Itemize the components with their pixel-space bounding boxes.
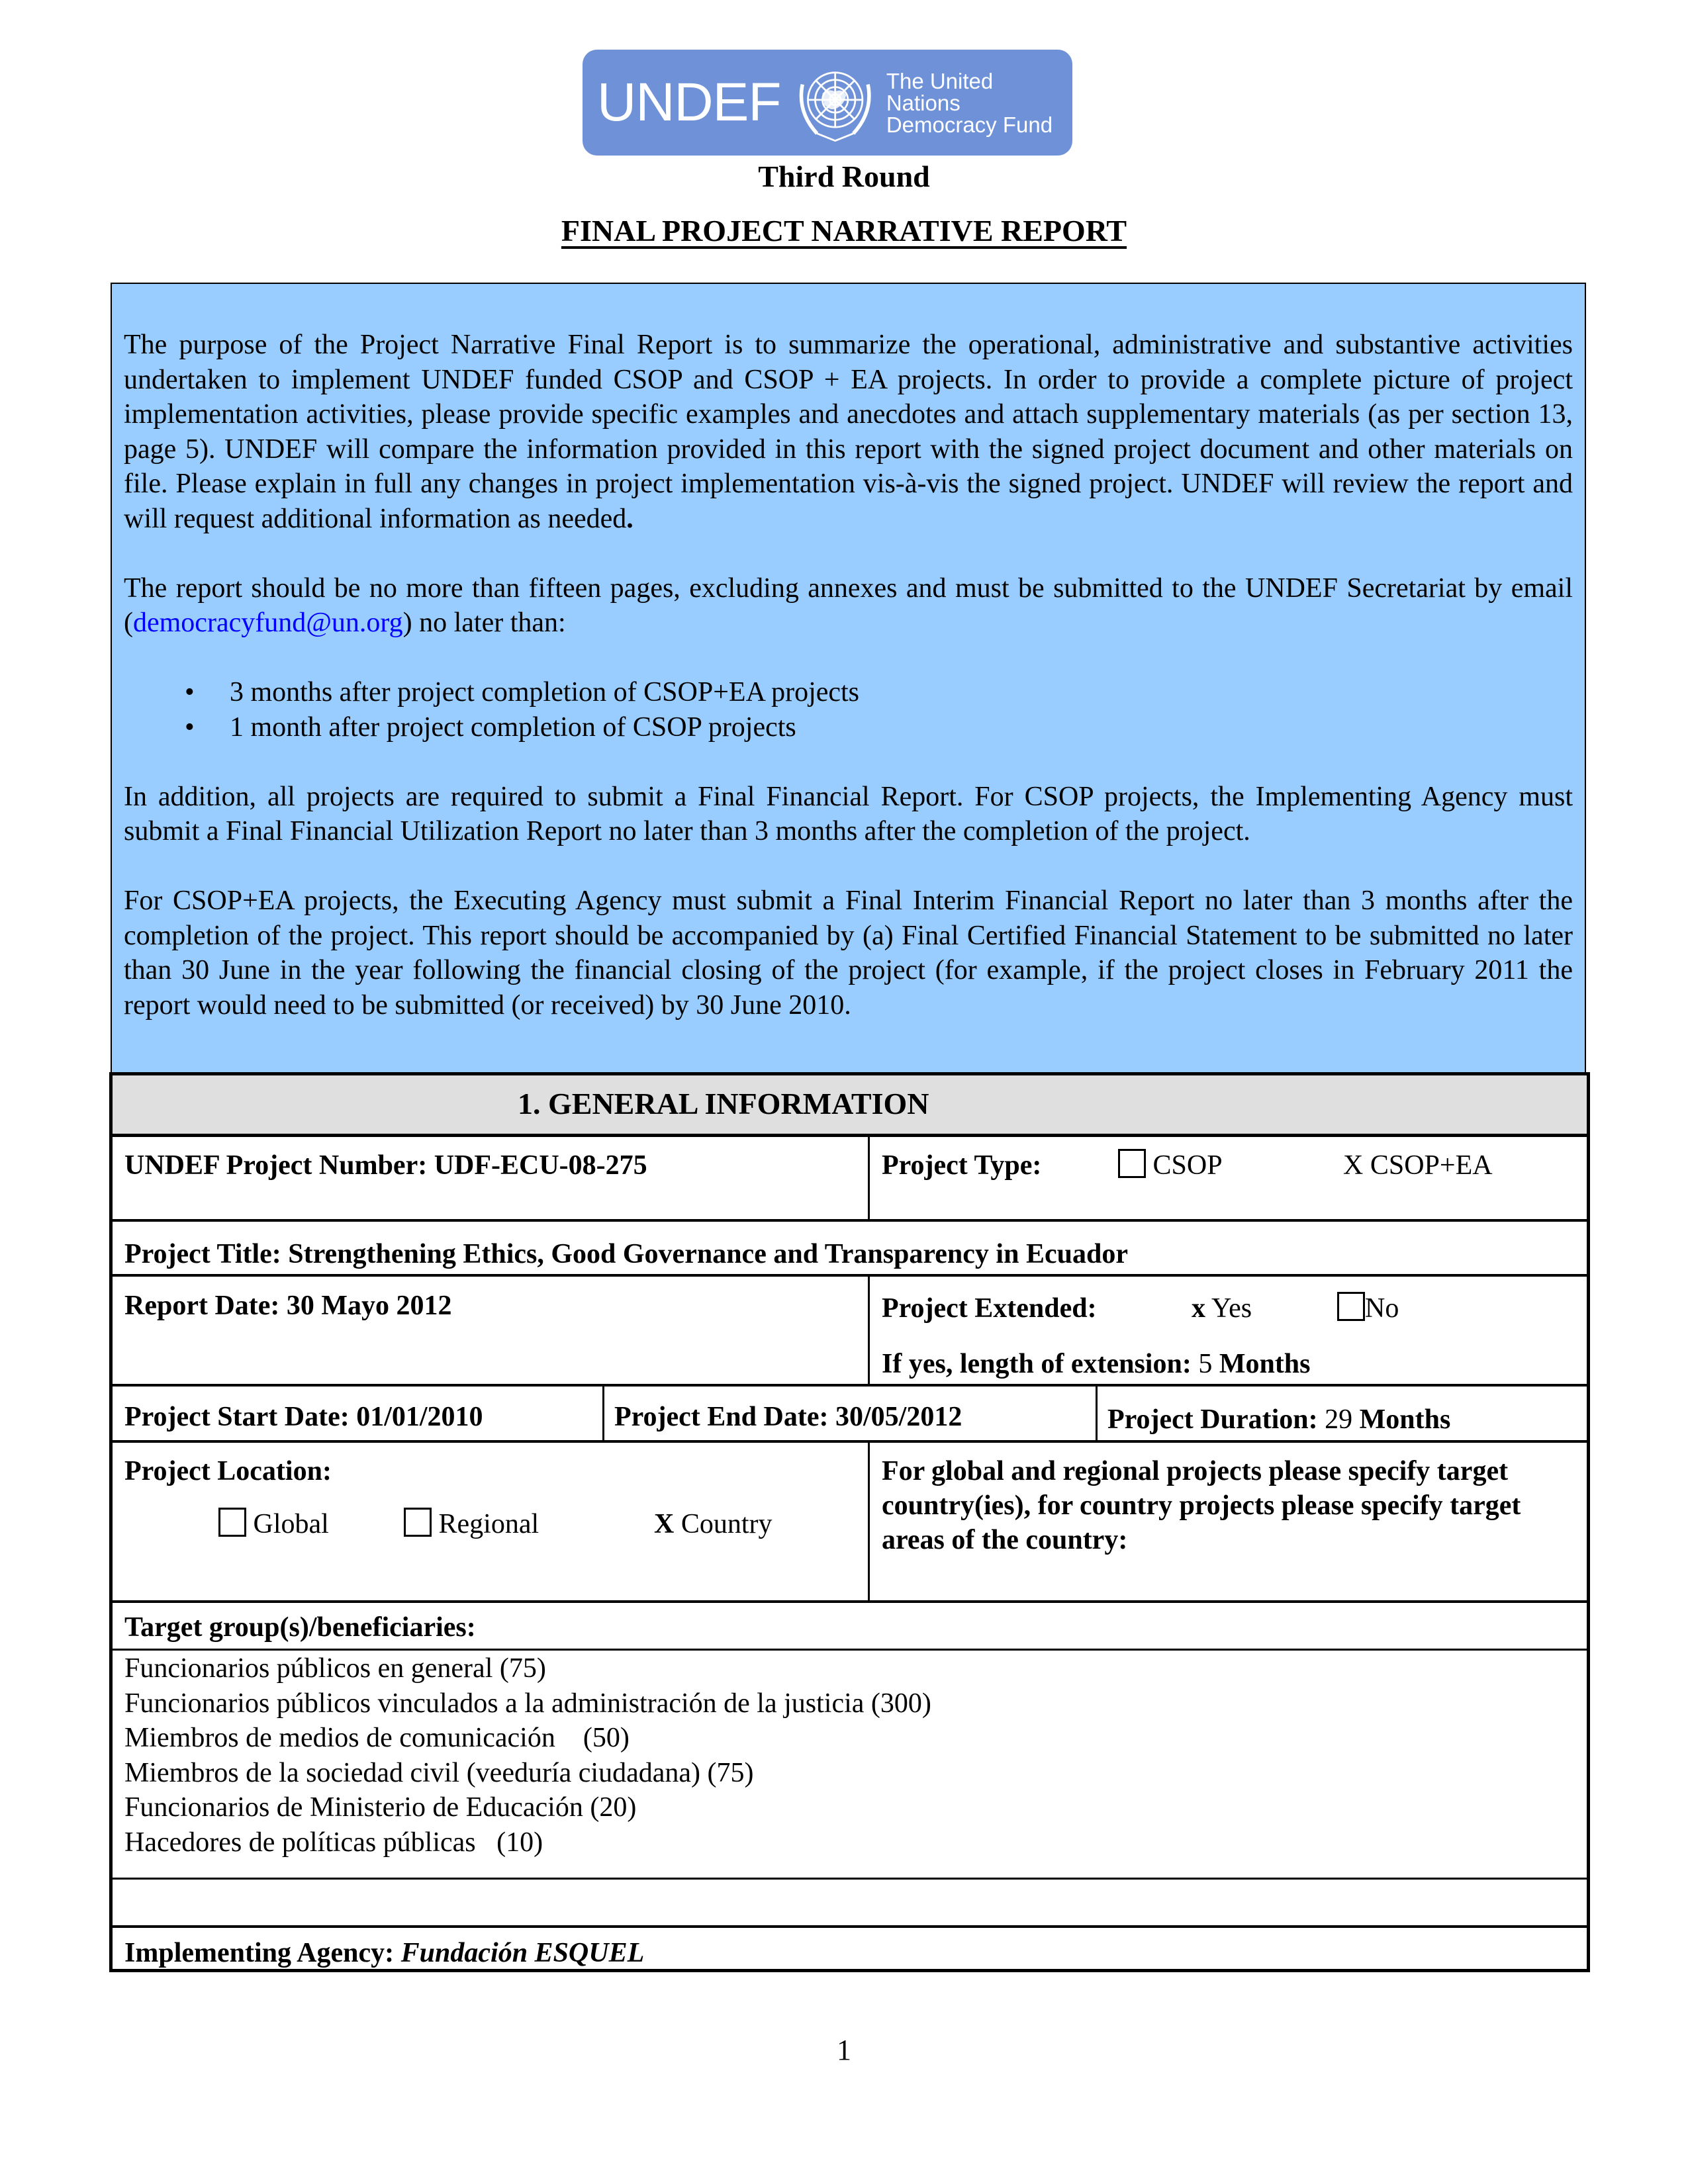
checkbox-icon[interactable] [218,1508,246,1537]
implementing-agency-label: Implementing Agency: [124,1938,401,1968]
section-header [113,1075,1587,1134]
end-date-label: Project End Date: [614,1402,835,1432]
instructions-paragraph-2 [124,571,1573,641]
divider [113,1274,1587,1277]
location-option-regional[interactable] [404,1507,539,1541]
duration-field [1107,1402,1450,1437]
duration-value: 29 [1325,1404,1353,1435]
project-number-field [124,1148,647,1183]
list-item [124,710,1573,745]
extended-no-option[interactable] [1337,1291,1399,1326]
checkbox-icon[interactable] [404,1508,432,1537]
extension-length-field [882,1347,1311,1381]
checked-mark-icon: x [1192,1293,1205,1324]
end-date-value: 30/05/2012 [835,1402,962,1432]
deadline-list [124,675,1573,745]
divider [113,1649,1587,1651]
target-areas-label: For global and regional projects please specify target country(ies), for country projects please specify target areas of the country: [882,1456,1521,1555]
extension-length-label: If yes, length of extension: [882,1349,1199,1379]
option-label: CSOP [1152,1150,1223,1181]
project-title-value: Strengthening Ethics, Good Governance and Transparency in Ecuador [288,1239,1128,1269]
target-groups-list [124,1651,931,1860]
section-title: 1. GENERAL INFORMATION [518,1087,929,1120]
divider [868,1277,870,1384]
general-information-table [109,1072,1590,1972]
list-item: Hacedores de políticas públicas (10) [124,1827,543,1858]
extended-yes-option[interactable] [1192,1291,1252,1326]
project-number-value: UDF-ECU-08-275 [434,1150,647,1181]
extension-length-value: 5 [1198,1349,1213,1379]
duration-label: Project Duration: [1107,1404,1325,1435]
start-date-label: Project Start Date: [124,1402,357,1432]
bullet-icon: • [185,711,195,743]
start-date-value: 01/01/2010 [356,1402,483,1432]
report-title-text: FINAL PROJECT NARRATIVE REPORT [561,214,1127,248]
logo-tagline-line2: Democracy Fund [886,112,1053,137]
instructions-paragraph-4: For CSOP+EA projects, the Executing Agency must submit a Final Interim Financial Report no later than 3 months after the completion of the project. This report should be accompanied by (a) Final Certified Financial Statement to be submitted no later than 30 June in the year following the financial closing of the project (for example, if the project closes in February 2011 the report would need to be submitted (or received) by 30 June 2010. [124,886,1573,1021]
divider [868,1137,870,1219]
project-type-option-csop[interactable] [1118,1148,1223,1183]
project-type-label: Project Type: [882,1150,1042,1181]
list-item [124,675,1573,710]
divider [113,1134,1587,1137]
option-label: Regional [438,1509,539,1539]
divider [113,1878,1587,1880]
divider [113,1219,1587,1222]
instructions-paragraph-1 [124,328,1573,536]
email-link[interactable]: democracyfund@un.org [133,608,403,638]
list-item-text: 3 months after project completion of CSOP+EA projects [230,677,860,707]
project-extended-label: Project Extended: [882,1293,1097,1324]
divider [113,1440,1587,1443]
option-label: Country [680,1509,773,1539]
divider [113,1600,1587,1603]
location-label: Project Location: [124,1456,332,1486]
target-groups-label: Target group(s)/beneficiaries: [124,1612,476,1643]
divider [113,1925,1587,1928]
checkbox-icon[interactable] [1118,1149,1146,1178]
paragraph-2-pre: The report should be no more than fifteen pages, excluding annexes and must be submitted to the UNDEF Secretariat by email ( [124,572,1573,638]
report-date-label: Report Date: [124,1291,287,1321]
project-title-field [124,1237,1128,1271]
paragraph-1-end: . [626,503,633,534]
location-option-global[interactable] [218,1507,329,1541]
option-label: Global [253,1509,329,1539]
list-item: Funcionarios de Ministerio de Educación (20) [124,1792,637,1823]
option-label: Yes [1211,1293,1252,1324]
end-date-field [614,1400,962,1434]
project-type-field [882,1148,1583,1183]
divider [1096,1387,1098,1440]
divider [868,1443,870,1600]
page-number: 1 [837,2034,851,2066]
project-type-option-csop-ea[interactable] [1343,1148,1493,1183]
extension-length-unit: Months [1219,1349,1311,1379]
start-date-field [124,1400,483,1434]
option-label: CSOP+EA [1370,1150,1493,1181]
undef-logo [583,50,1072,156]
list-item-text: 1 month after project completion of CSOP projects [230,711,796,743]
paragraph-2-post: ) no later than: [402,608,566,638]
checkbox-icon[interactable] [1337,1292,1365,1321]
round-title: Third Round [758,159,930,193]
un-emblem-icon [790,57,880,148]
list-item: Funcionarios públicos en general (75) [124,1653,546,1684]
divider [602,1387,604,1440]
list-item: Miembros de medios de comunicación (50) [124,1723,630,1753]
duration-unit: Months [1359,1404,1451,1435]
project-number-label: UNDEF Project Number: [124,1150,434,1181]
project-title-label: Project Title: [124,1239,289,1269]
checked-mark-icon: X [1343,1150,1364,1181]
implementing-agency-value: Fundación ESQUEL [400,1938,645,1968]
implementing-agency-field [124,1936,644,1970]
option-label: No [1365,1293,1399,1324]
divider [113,1384,1587,1387]
report-date-field [124,1289,452,1323]
list-item: Miembros de la sociedad civil (veeduría ciudadana) (75) [124,1757,754,1788]
report-title [0,213,1688,248]
bullet-icon: • [185,677,195,707]
checked-mark-icon: X [654,1509,675,1539]
paragraph-1-text: The purpose of the Project Narrative Final Report is to summarize the operational, administrative and substantive activities undertaken to implement UNDEF funded CSOP and CSOP + EA projects. In order to provide a complete picture of project implementation activities, please provide specific examples and anecdotes and attach supplementary materials (as per section 13, page 5). UNDEF will compare the information provided in this report with the signed project document and other materials on file. Please explain in full any changes in project implementation vis-à-vis the signed project. UNDEF will review the report and will request additional information as needed [124,330,1573,534]
logo-tagline-line1: The United Nations [886,68,994,115]
instructions-box [111,283,1586,1072]
logo-acronym: UNDEF [597,72,781,132]
logo-tagline [886,70,1072,136]
report-date-value: 30 Mayo 2012 [286,1291,452,1321]
project-extended-field [882,1291,1583,1326]
location-option-country[interactable] [654,1507,773,1541]
list-item: Funcionarios públicos vinculados a la administración de la justicia (300) [124,1688,931,1719]
instructions-paragraph-3: In addition, all projects are required to submit a Final Financial Report. For CSOP projects, the Implementing Agency must submit a Final Financial Utilization Report no later than 3 months after the completion of the project. [124,781,1573,846]
